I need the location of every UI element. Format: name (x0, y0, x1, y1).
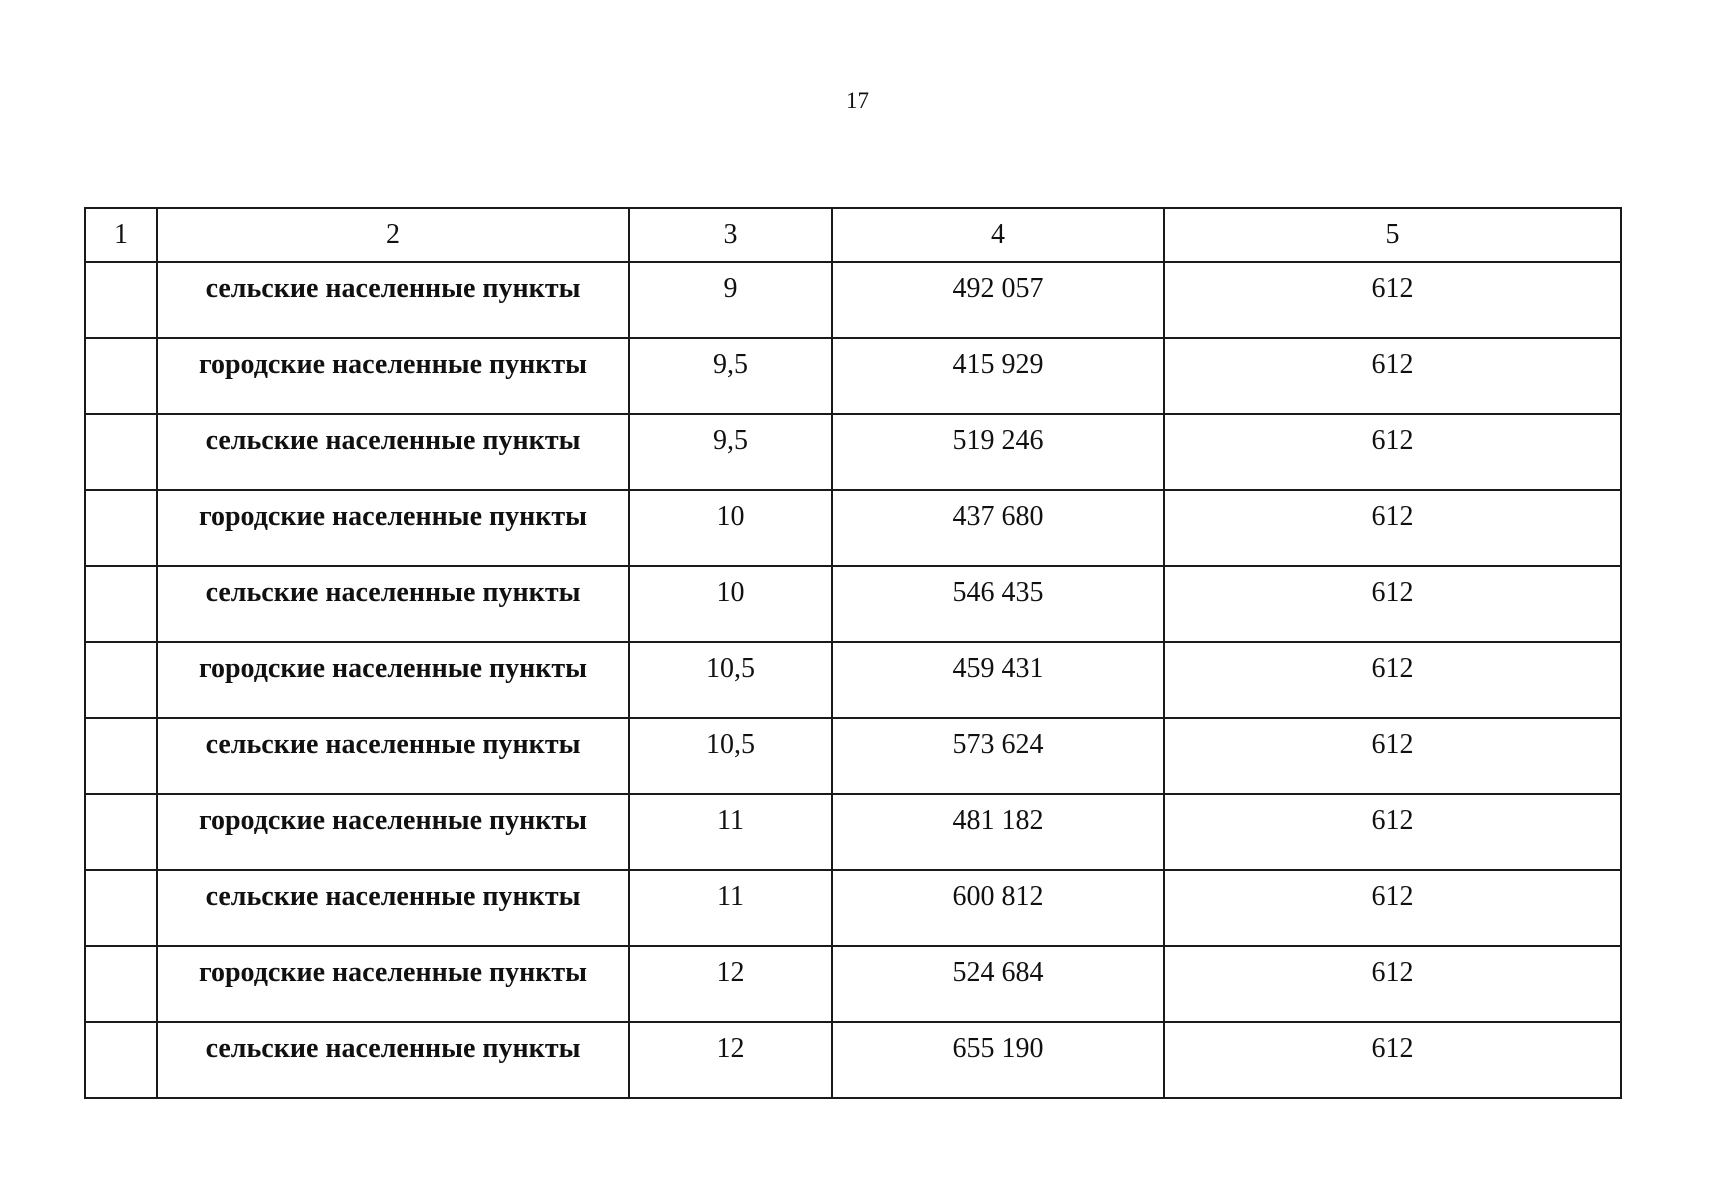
table-cell: 11 (629, 794, 832, 870)
settlement-type-cell: сельские населенные пункты (157, 1022, 629, 1098)
table-row (85, 566, 1621, 642)
table-cell: 612 (1164, 642, 1621, 718)
settlement-type-cell: городские населенные пункты (157, 794, 629, 870)
table-cell (85, 566, 157, 642)
table-cell: 612 (1164, 870, 1621, 946)
table-cell: 492 057 (832, 262, 1164, 338)
table-cell: 524 684 (832, 946, 1164, 1022)
settlement-type-cell: городские населенные пункты (157, 946, 629, 1022)
settlement-type-cell: городские населенные пункты (157, 642, 629, 718)
settlement-type-cell: городские населенные пункты (157, 338, 629, 414)
settlement-type-cell: городские населенные пункты (157, 490, 629, 566)
data-table (84, 207, 1622, 1099)
table-row (85, 946, 1621, 1022)
table-cell: 415 929 (832, 338, 1164, 414)
column-header-5: 5 (1164, 208, 1621, 262)
table-cell: 612 (1164, 718, 1621, 794)
table-cell (85, 718, 157, 794)
table-cell: 573 624 (832, 718, 1164, 794)
table-row (85, 718, 1621, 794)
table-cell: 612 (1164, 338, 1621, 414)
settlement-type-cell: сельские населенные пункты (157, 566, 629, 642)
table-cell: 612 (1164, 490, 1621, 566)
settlement-type-cell: сельские населенные пункты (157, 718, 629, 794)
page-number: 17 (846, 88, 869, 113)
settlement-type-cell: сельские населенные пункты (157, 262, 629, 338)
table-cell (85, 794, 157, 870)
table-cell: 612 (1164, 794, 1621, 870)
table-cell: 9,5 (629, 338, 832, 414)
table-cell (85, 338, 157, 414)
table-row (85, 1022, 1621, 1098)
table-cell: 612 (1164, 262, 1621, 338)
settlement-type-cell: сельские населенные пункты (157, 870, 629, 946)
table-cell: 600 812 (832, 870, 1164, 946)
column-header-3: 3 (629, 208, 832, 262)
table-cell: 10,5 (629, 642, 832, 718)
table-cell: 10,5 (629, 718, 832, 794)
table-cell: 612 (1164, 1022, 1621, 1098)
table-cell (85, 870, 157, 946)
table-cell (85, 946, 157, 1022)
table-cell (85, 1022, 157, 1098)
table-cell: 612 (1164, 566, 1621, 642)
table-cell: 546 435 (832, 566, 1164, 642)
table-cell (85, 642, 157, 718)
table-cell: 519 246 (832, 414, 1164, 490)
table-cell: 12 (629, 946, 832, 1022)
table-cell: 9,5 (629, 414, 832, 490)
table-cell: 10 (629, 490, 832, 566)
table-cell: 11 (629, 870, 832, 946)
table-row (85, 490, 1621, 566)
settlement-type-cell: сельские населенные пункты (157, 414, 629, 490)
column-header-2: 2 (157, 208, 629, 262)
table-cell: 12 (629, 1022, 832, 1098)
table-cell: 437 680 (832, 490, 1164, 566)
table-cell: 10 (629, 566, 832, 642)
table-cell (85, 262, 157, 338)
table-cell: 612 (1164, 414, 1621, 490)
table-row (85, 642, 1621, 718)
table-cell (85, 414, 157, 490)
table-row (85, 794, 1621, 870)
table-row (85, 338, 1621, 414)
table-cell: 655 190 (832, 1022, 1164, 1098)
table-cell (85, 490, 157, 566)
table-cell: 9 (629, 262, 832, 338)
header-row (85, 208, 1621, 262)
table-cell: 481 182 (832, 794, 1164, 870)
table-row (85, 414, 1621, 490)
table-cell: 459 431 (832, 642, 1164, 718)
table-row (85, 870, 1621, 946)
table-row (85, 262, 1621, 338)
table-cell: 612 (1164, 946, 1621, 1022)
column-header-4: 4 (832, 208, 1164, 262)
column-header-1: 1 (85, 208, 157, 262)
